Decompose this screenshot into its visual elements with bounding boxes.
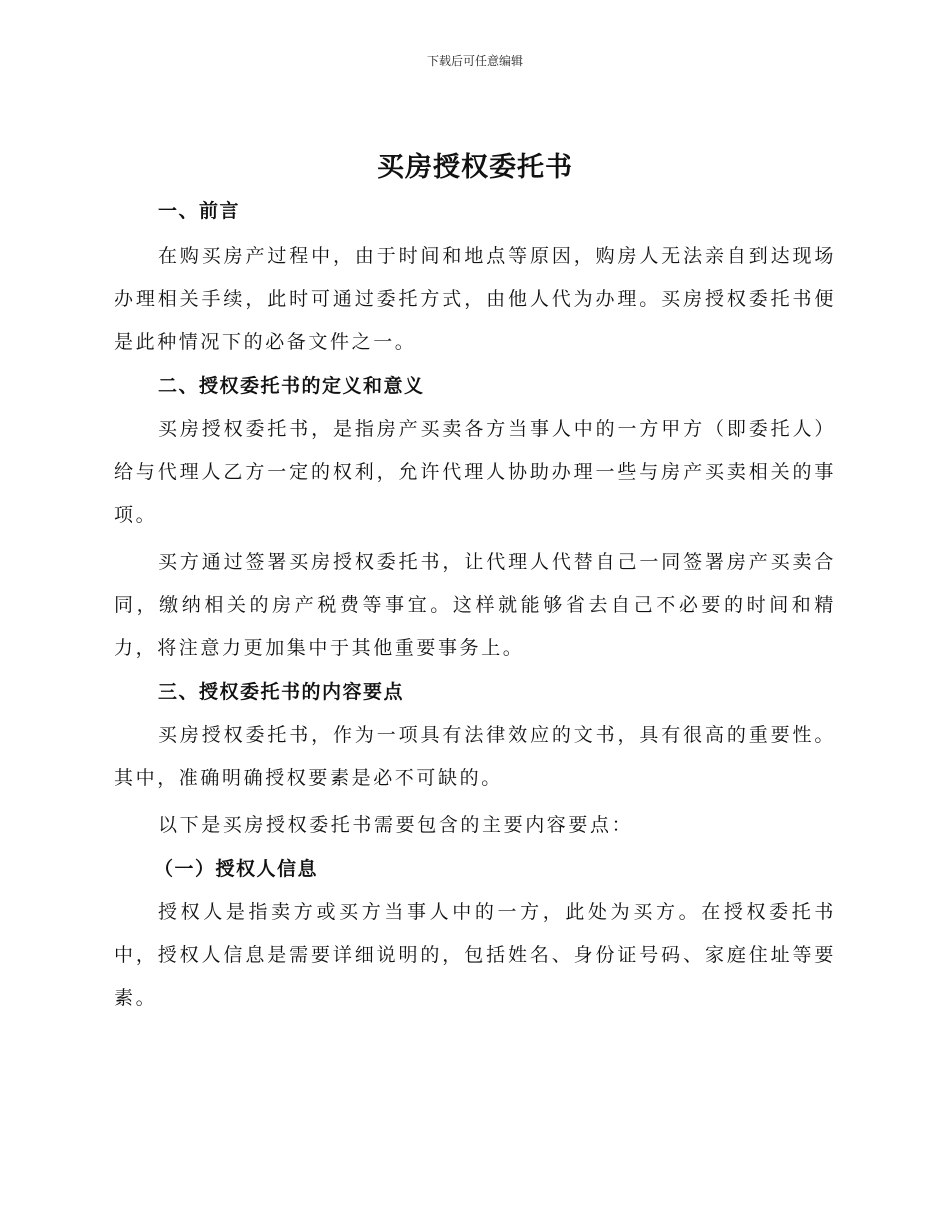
subsection-heading-grantor-info: （一）授权人信息 (154, 858, 319, 880)
page-header: 下载后可任意编辑 (426, 54, 523, 68)
paragraph: 买方通过签署买房授权委托书，让代理人代替自己一同签署房产买卖合同，缴纳相关的房产税费等事宜。这样就能够省去自己不必要的时间和精力，将注意力更加集中于其他重要事务上。 (114, 551, 836, 659)
document-title: 买房授权委托书 (377, 152, 573, 183)
paragraph: 买房授权委托书，作为一项具有法律效应的文书，具有很高的重要性。其中，准确明确授权要素是必不可缺的。 (114, 724, 836, 789)
document-body (114, 193, 836, 1020)
paragraph: 买房授权委托书，是指房产买卖各方当事人中的一方甲方（即委托人）给与代理人乙方一定的权利，允许代理人协助办理一些与房产买卖相关的事项。 (114, 418, 836, 526)
paragraph: 在购买房产过程中，由于时间和地点等原因，购房人无法亲自到达现场办理相关手续，此时可通过委托方式，由他人代为办理。买房授权委托书便是此种情况下的必备文件之一。 (114, 245, 836, 353)
paragraph: 以下是买房授权委托书需要包含的主要内容要点： (158, 814, 634, 836)
section-heading-content-points: 三、授权委托书的内容要点 (158, 681, 405, 703)
section-heading-definition: 二、授权委托书的定义和意义 (158, 375, 425, 397)
section-heading-preface: 一、前言 (158, 200, 241, 222)
paragraph: 授权人是指卖方或买方当事人中的一方，此处为买方。在授权委托书中，授权人信息是需要详细说明的，包括姓名、身份证号码、家庭住址等要素。 (114, 901, 836, 1009)
